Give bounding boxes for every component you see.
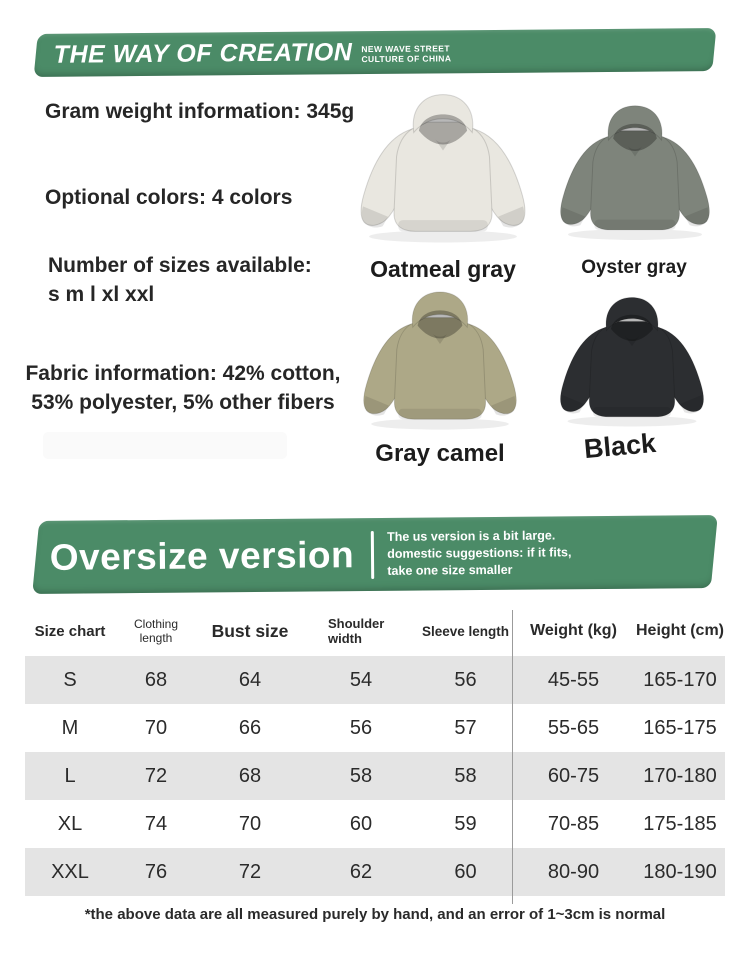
cell-bust: 66 (238, 716, 262, 739)
oversize-note-line2: domestic suggestions: if it fits, (387, 545, 572, 561)
table-row-l (25, 752, 725, 800)
table-header-row (25, 606, 725, 656)
sizes-available-line1: Number of sizes available: (48, 254, 312, 277)
table-row-m (25, 704, 725, 752)
column-header-shoulder-width: Shoulder width (328, 616, 385, 646)
hoodie-image-gray-camel (342, 284, 538, 444)
brand-banner-content (36, 28, 715, 77)
cell-size: XL (57, 812, 83, 835)
cell-sleeve: 60 (454, 860, 477, 883)
cell-weight: 55-65 (547, 716, 600, 739)
column-header-height: Height (cm) (636, 622, 724, 639)
cell-bust: 64 (238, 668, 262, 691)
table-vertical-divider (512, 610, 513, 904)
oversize-title: Oversize version (49, 533, 355, 578)
cell-clothing-length: 70 (144, 716, 168, 739)
optional-colors-info: Optional colors: 4 colors (45, 186, 293, 209)
cell-weight: 45-55 (547, 668, 600, 691)
cell-sleeve: 57 (454, 716, 477, 739)
cell-bust: 72 (238, 860, 262, 883)
colorway-label-gray-camel: Gray camel (375, 440, 505, 467)
size-chart-table (25, 606, 725, 896)
colorway-label-oatmeal-gray: Oatmeal gray (370, 256, 516, 282)
oversize-banner (32, 515, 718, 594)
cell-bust: 68 (238, 764, 262, 787)
cell-clothing-length: 72 (144, 764, 168, 787)
cell-sleeve: 59 (454, 812, 477, 835)
fabric-info (18, 359, 348, 417)
cell-shoulder: 58 (349, 764, 373, 787)
hoodie-image-black (542, 290, 722, 440)
cell-weight: 60-75 (547, 764, 600, 787)
brand-subtitle-line1: NEW WAVE STREET (361, 43, 450, 55)
cell-sleeve: 58 (454, 764, 477, 787)
sizes-available-line2: s m l xl xxl (48, 283, 155, 306)
cell-height: 165-170 (643, 668, 717, 691)
cell-size: M (61, 716, 79, 739)
column-header-bust-size: Bust size (211, 620, 289, 641)
hoodie-image-oatmeal-gray (348, 86, 538, 258)
cell-clothing-length: 74 (144, 812, 168, 835)
oversize-note (387, 527, 572, 580)
colorway-label-oyster-gray: Oyster gray (581, 257, 687, 278)
sizes-available-info (48, 251, 312, 309)
measurement-disclaimer: *the above data are all measured purely by hand, and an error of 1~3cm is normal (84, 906, 666, 923)
watermark-remnant (43, 432, 287, 459)
colorway-label-black: Black (582, 427, 658, 465)
cell-clothing-length: 76 (144, 860, 168, 883)
cell-size: S (63, 668, 77, 691)
hoodie-image-oyster-gray (546, 98, 724, 254)
brand-banner (34, 28, 717, 77)
cell-height: 165-175 (643, 716, 717, 739)
table-row-xl (25, 800, 725, 848)
column-header-clothing-length: Clothing length (133, 617, 179, 645)
cell-clothing-length: 68 (144, 668, 168, 691)
cell-shoulder: 60 (349, 812, 373, 835)
brand-subtitle-line2: CULTURE OF CHINA (361, 52, 452, 64)
column-header-size-chart: Size chart (34, 622, 106, 640)
table-row-s (25, 656, 725, 704)
column-header-sleeve-length: Sleeve length (421, 623, 510, 639)
cell-weight: 80-90 (547, 860, 600, 883)
cell-bust: 70 (238, 812, 262, 835)
banner-divider (371, 531, 374, 579)
brand-title: THE WAY OF CREATION (53, 38, 353, 69)
cell-shoulder: 62 (349, 860, 373, 883)
gram-weight-info: Gram weight information: 345g (45, 100, 355, 123)
cell-weight: 70-85 (547, 812, 600, 835)
table-row-xxl (25, 848, 725, 896)
cell-shoulder: 56 (349, 716, 373, 739)
cell-size: L (64, 764, 76, 787)
cell-height: 170-180 (643, 764, 717, 787)
cell-size: XXL (51, 860, 89, 883)
cell-shoulder: 54 (349, 668, 373, 691)
cell-sleeve: 56 (454, 668, 477, 691)
oversize-note-line3: take one size smaller (387, 562, 513, 578)
column-header-weight: Weight (kg) (530, 622, 617, 639)
fabric-info-line1: Fabric information: 42% cotton, (25, 362, 341, 385)
oversize-banner-content (35, 515, 714, 594)
oversize-note-line1: The us version is a bit large. (386, 528, 556, 544)
cell-height: 180-190 (643, 860, 717, 883)
fabric-info-line2: 53% polyester, 5% other fibers (31, 391, 335, 414)
brand-subtitle (361, 44, 451, 64)
cell-height: 175-185 (643, 812, 717, 835)
